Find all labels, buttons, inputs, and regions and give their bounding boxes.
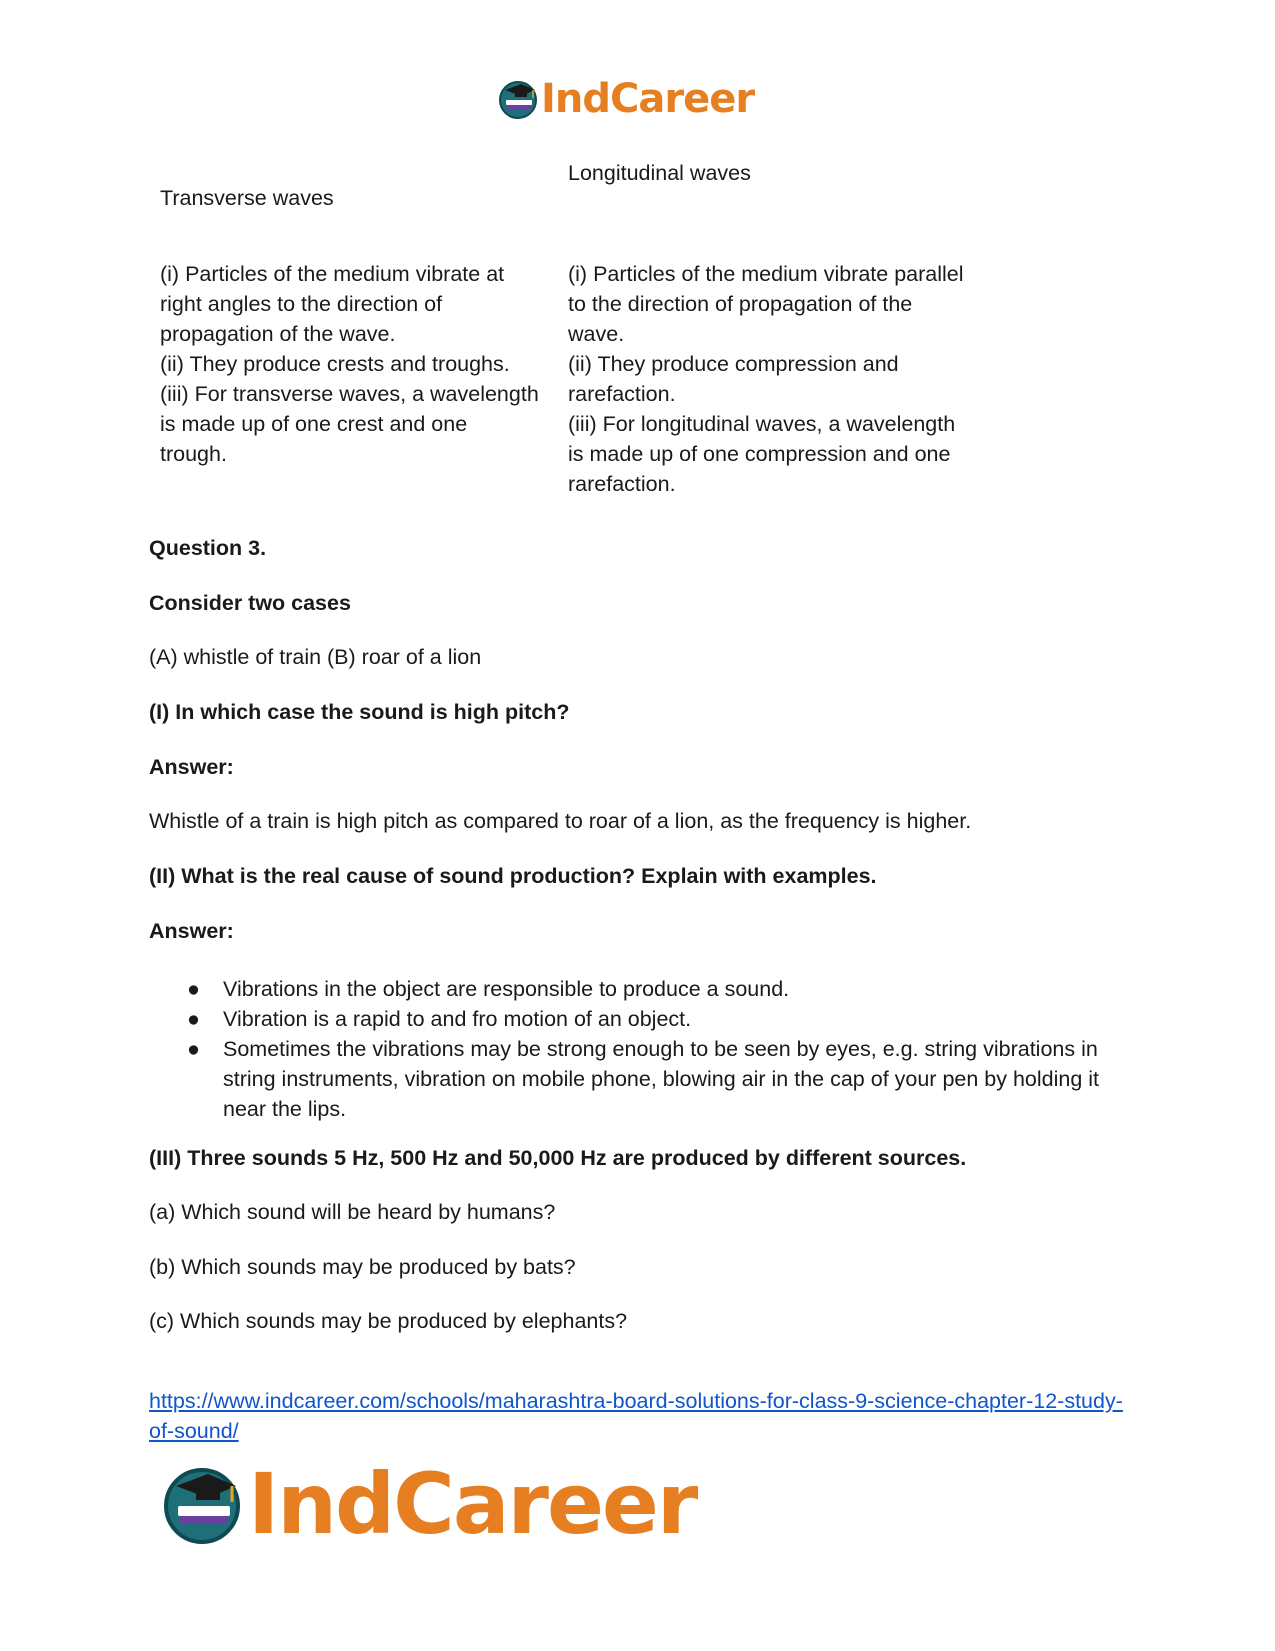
list-item-text: Vibrations in the object are responsible to produce a sound.: [223, 977, 790, 1001]
list-item-text: Vibration is a rapid to and fro motion of an object.: [223, 1007, 692, 1031]
header-logo: [497, 78, 754, 120]
bullet-icon: ●: [187, 1037, 200, 1061]
part1-question: (I) In which case the sound is high pitch?: [149, 700, 570, 724]
part3-b: (b) Which sounds may be produced by bats?: [149, 1255, 576, 1279]
question-cases: (A) whistle of train (B) roar of a lion: [149, 645, 482, 669]
part3-a: (a) Which sound will be heard by humans?: [149, 1200, 556, 1224]
longitudinal-point: (ii) They produce compression and rarefaction.: [568, 352, 899, 406]
list-item-text: Sometimes the vibrations may be strong enough to be seen by eyes, e.g. string vibrations in string instruments, vibration on mobile phone, blowing air in the cap of your pen by holding it near the lips.: [223, 1037, 1100, 1121]
transverse-heading: Transverse waves: [160, 186, 334, 210]
longitudinal-point: (i) Particles of the medium vibrate parallel to the direction of propagation of the wave.: [568, 262, 964, 346]
transverse-point: (i) Particles of the medium vibrate at right angles to the direction of propagation of the wave.: [160, 262, 505, 346]
part2-answer-label: Answer:: [149, 919, 234, 943]
longitudinal-point: (iii) For longitudinal waves, a wavelength is made up of one compression and one rarefaction.: [568, 412, 956, 496]
list-item: [149, 1004, 1129, 1034]
header-logo-text: IndCareer: [541, 76, 755, 122]
footer-logo-text: IndCareer: [248, 1455, 697, 1553]
longitudinal-points: [568, 259, 968, 499]
logo-mark-icon: [497, 78, 539, 120]
bullet-icon: ●: [187, 1007, 200, 1031]
source-link[interactable]: https://www.indcareer.com/schools/maharashtra-board-solutions-for-class-9-science-chapter-12-study-of-sound/: [149, 1389, 1123, 1443]
part3-question: (III) Three sounds 5 Hz, 500 Hz and 50,000 Hz are produced by different sources.: [149, 1146, 967, 1170]
transverse-points: [160, 259, 540, 469]
question-prompt: Consider two cases: [149, 591, 351, 615]
logo-mark-icon: [160, 1462, 244, 1546]
footer-logo: [160, 1455, 697, 1553]
part2-question: (II) What is the real cause of sound production? Explain with examples.: [149, 864, 877, 888]
longitudinal-heading: Longitudinal waves: [568, 161, 751, 185]
part2-answer-list: [149, 974, 1129, 1124]
question-title: Question 3.: [149, 536, 267, 560]
list-item: [149, 974, 1129, 1004]
transverse-point: (ii) They produce crests and troughs.: [160, 352, 510, 376]
transverse-point: (iii) For transverse waves, a wavelength is made up of one crest and one trough.: [160, 382, 539, 466]
bullet-icon: ●: [187, 977, 200, 1001]
part1-answer-label: Answer:: [149, 755, 234, 779]
part1-answer: Whistle of a train is high pitch as compared to roar of a lion, as the frequency is higher.: [149, 809, 972, 833]
part3-c: (c) Which sounds may be produced by elephants?: [149, 1309, 628, 1333]
list-item: [149, 1034, 1129, 1124]
